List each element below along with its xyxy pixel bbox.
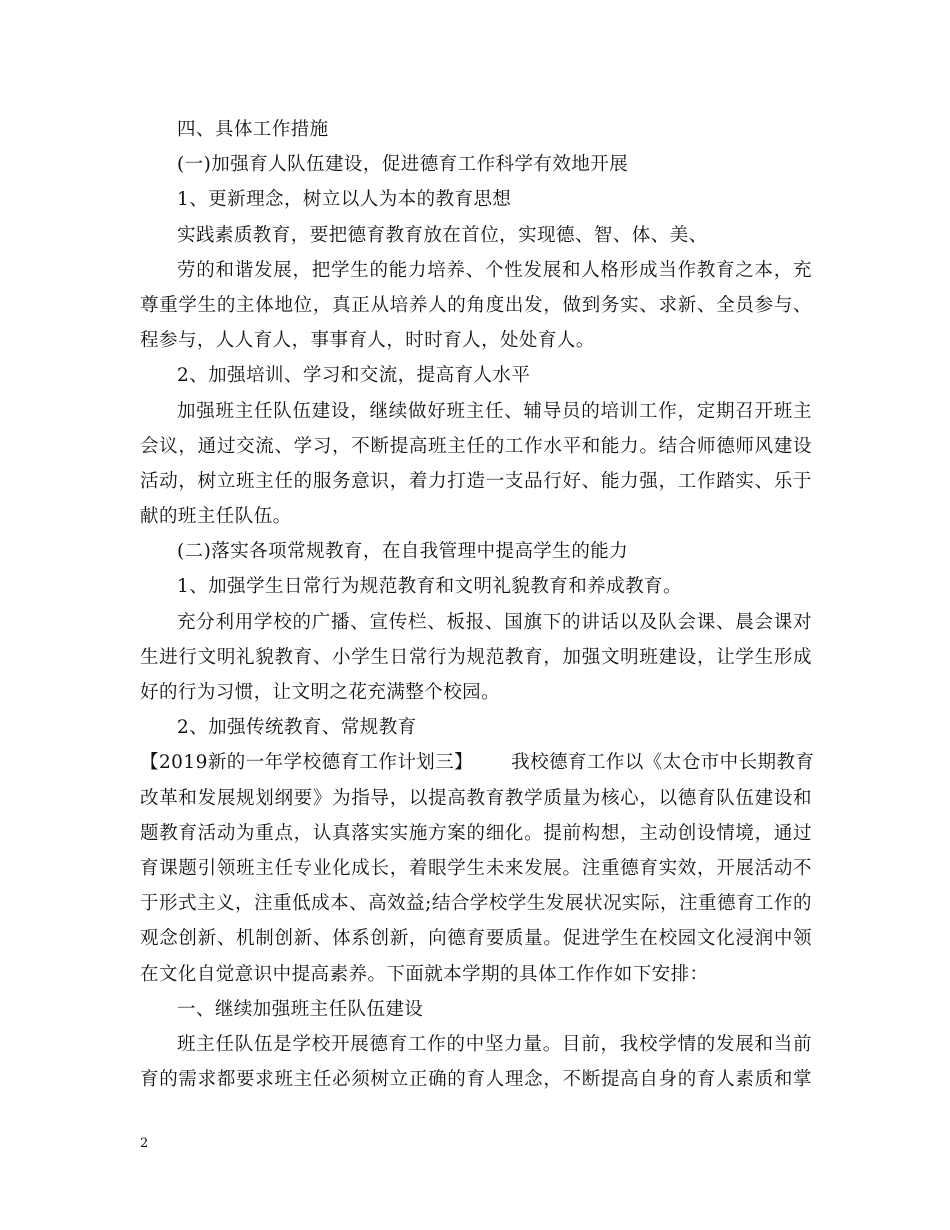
paragraph-line: 育的需求都要求班主任必须树立正确的育人理念，不断提高自身的育人素质和掌	[140, 1069, 812, 1091]
paragraph-line: 加强班主任队伍建设，继续做好班主任、辅导员的培训工作，定期召开班主	[177, 400, 812, 422]
paragraph-line: 会议，通过交流、学习，不断提高班主任的工作水平和能力。结合师德师风建设	[140, 435, 812, 457]
subsection-heading: (一)加强育人队伍建设，促进德育工作科学有效地开展	[177, 154, 629, 176]
page-number: 2	[140, 1136, 149, 1151]
paragraph-line: 程参与，人人育人，事事育人，时时育人，处处育人。	[140, 330, 595, 352]
item-heading: 2、加强传统教育、常规教育	[177, 717, 417, 739]
subsection-heading: (二)落实各项常规教育，在自我管理中提高学生的能力	[177, 541, 629, 563]
paragraph-line: 实践素质教育，要把德育教育放在首位，实现德、智、体、美、	[177, 224, 708, 246]
paragraph-line	[140, 745, 815, 780]
paragraph-line: 观念创新、机制创新、体系创新，向德育要质量。促进学生在校园文化浸润中领	[140, 928, 812, 950]
item-heading: 1、加强学生日常行为规范教育和文明礼貌教育和养成教育。	[177, 576, 682, 598]
paragraph-line: 于形式主义，注重低成本、高效益;结合学校学生发展状况实际，注重德育工作的	[140, 893, 812, 915]
paragraph-line: 献的班主任队伍。	[140, 506, 292, 528]
paragraph-line: 题教育活动为重点，认真落实实施方案的细化。提前构想，主动创设情境，通过	[140, 822, 812, 844]
item-heading: 1、更新理念，树立以人为本的教育思想	[177, 189, 512, 211]
paragraph-line: 班主任队伍是学校开展德育工作的中坚力量。目前，我校学情的发展和当前	[177, 1033, 812, 1055]
paragraph-line: 尊重学生的主体地位，真正从培养人的角度出发，做到务实、求新、全员参与、	[140, 294, 812, 316]
section-heading: 四、具体工作措施	[177, 119, 329, 140]
plan-intro: 我校德育工作以《太仓市中长期教育	[511, 752, 815, 774]
paragraph-line: 在文化自觉意识中提高素养。下面就本学期的具体工作作如下安排：	[140, 963, 709, 985]
paragraph-line: 劳的和谐发展，把学生的能力培养、个性发展和人格形成当作教育之本，充	[177, 259, 812, 281]
paragraph-line: 充分利用学校的广播、宣传栏、板报、国旗下的讲话以及队会课、晨会课对	[177, 611, 812, 633]
plan-title: 【2019新的一年学校德育工作计划三】	[140, 752, 474, 774]
paragraph-line: 好的行为习惯，让文明之花充满整个校园。	[140, 682, 501, 703]
document-body	[140, 112, 815, 1097]
paragraph-line: 生进行文明礼貌教育、小学生日常行为规范教育，加强文明班建设，让学生形成	[140, 646, 812, 668]
section-heading: 一、继续加强班主任队伍建设	[177, 998, 424, 1020]
paragraph-line: 改革和发展规划纲要》为指导，以提高教育教学质量为核心，以德育队伍建设和	[140, 787, 812, 809]
item-heading: 2、加强培训、学习和交流，提高育人水平	[177, 365, 531, 387]
paragraph-line: 活动，树立班主任的服务意识，着力打造一支品行好、能力强，工作踏实、乐于	[140, 470, 812, 492]
paragraph-line: 育课题引领班主任专业化成长，着眼学生未来发展。注重德育实效，开展活动不	[140, 857, 812, 879]
